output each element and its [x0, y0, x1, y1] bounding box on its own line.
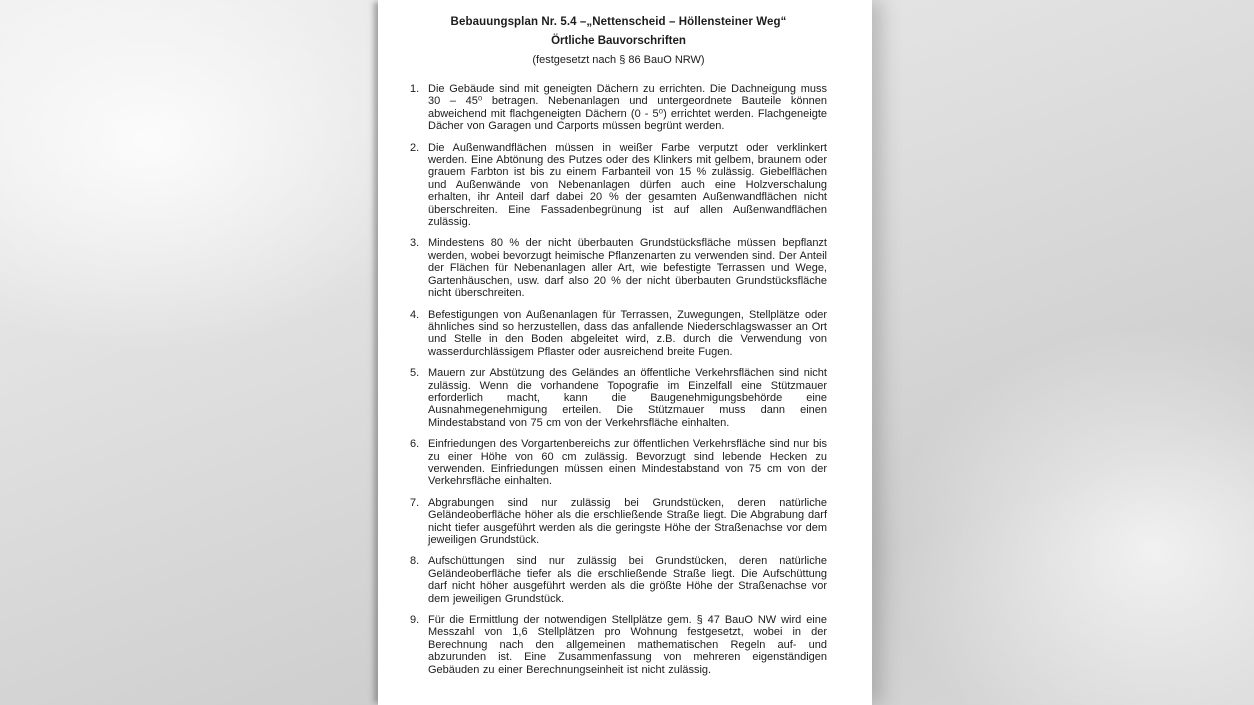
item-number: 2.	[410, 141, 420, 154]
regulation-item-7	[410, 497, 827, 547]
document-header	[410, 13, 827, 70]
item-text: Einfriedungen des Vorgartenbereichs zur öffentlichen Verkehrsfläche sind nur bis zu einer Höhe von 60 cm zulässig. Bevorzugt sind lebende Hecken zu verwenden. Einfriedungen müssen einen Mindestabstand von 75 cm von der Verkehrsfläche einhalten.	[428, 438, 827, 488]
item-text: Die Gebäude sind mit geneigten Dächern zu errichten. Die Dachneigung muss 30 – 45⁰ betragen. Nebenanlagen und untergeordnete Bauteile können abweichend mit flachgeneigten Dächern (0 - 5⁰) errichtet werden. Flachgeneigte Dächer von Garagen und Carports müssen begrünt werden.	[428, 83, 827, 133]
item-number: 4.	[410, 308, 420, 321]
item-number: 6.	[410, 438, 420, 451]
item-text: Aufschüttungen sind nur zulässig bei Grundstücken, deren natürliche Geländeoberfläche tiefer als die erschließende Straße liegt. Die Aufschüttung darf nicht höher ausgeführt werden als die größte Höhe der Straßenachse vor dem jeweiligen Grundstück.	[428, 555, 827, 605]
regulation-item-2	[410, 142, 827, 229]
regulation-item-1	[410, 83, 827, 133]
regulation-item-3	[410, 237, 827, 299]
item-text: Mauern zur Abstützung des Geländes an öffentliche Verkehrsflächen sind nicht zulässig. Wenn die vorhandene Topografie im Einzelfall eine Stützmauer erforderlich macht, kann die Baugenehmigungsbehörde eine Ausnahmegenehmigung erteilen. Die Stützmauer muss dann einen Mindestabstand von 75 cm von der Verkehrsfläche einhalten.	[428, 367, 827, 429]
regulation-item-8	[410, 555, 827, 605]
item-text: Mindestens 80 % der nicht überbauten Grundstücksfläche müssen bepflanzt werden, wobei bevorzugt heimische Pflanzenarten zu verwenden sind. Der Anteil der Flächen für Nebenanlagen aller Art, wie befestigte Terrassen und Wege, Gartenhäuschen, usw. darf also 20 % der nicht überbauten Grundstücksfläche nicht überschreiten.	[428, 237, 827, 300]
regulation-item-5	[410, 367, 827, 429]
item-text: Für die Ermittlung der notwendigen Stellplätze gem. § 47 BauO NW wird eine Messzahl von 1,6 Stellplätzen pro Wohnung festgesetzt, wobei in der Berechnung nach den allgemeinen mathematischen Regeln auf- und abzurunden ist. Eine Zusammenfassung von mehreren eigenständigen Gebäuden zu einer Berechnungseinheit ist nicht zulässig.	[428, 614, 827, 676]
item-text: Die Außenwandflächen müssen in weißer Farbe verputzt oder verklinkert werden. Eine Abtönung des Putzes oder des Klinkers mit gelbem, braunem oder grauem Farbton ist bis zu einem Farbanteil von 15 % zulässig. Giebelflächen und Außenwände von Nebenanlagen dürfen auch eine Holzverschalung erhalten, ihr Anteil darf dabei 20 % der gesamten Außenwandflächen nicht überschreiten. Eine Fassadenbegrünung ist auf allen Außenwandflächen zulässig.	[428, 141, 827, 229]
item-text: Abgrabungen sind nur zulässig bei Grundstücken, deren natürliche Geländeoberfläche höher als die erschließende Straße liegt. Die Abgrabung darf nicht tiefer ausgeführt werden als die geringste Höhe der Straßenachse vor dem jeweiligen Grundstück.	[428, 496, 827, 546]
item-number: 3.	[410, 237, 420, 250]
document-subtitle: Örtliche Bauvorschriften	[551, 35, 686, 47]
document-title: Bebauungsplan Nr. 5.4 –„Nettenscheid – Höllensteiner Weg“	[450, 16, 787, 28]
document-page	[378, 0, 872, 705]
item-text: Befestigungen von Außenanlagen für Terrassen, Zuwegungen, Stellplätze oder ähnliches sind so herzustellen, dass das anfallende Niederschlagswasser an Ort und Stelle in den Boden abgeleitet wird, z.B. durch die Verwendung von wasserdurchlässigem Pflaster oder ausreichend breite Fugen.	[428, 308, 827, 358]
regulation-list	[410, 83, 827, 676]
item-number: 8.	[410, 555, 420, 568]
item-number: 1.	[410, 83, 420, 95]
item-number: 9.	[410, 614, 420, 627]
regulation-item-9	[410, 614, 827, 676]
item-number: 7.	[410, 496, 420, 509]
regulation-item-6	[410, 438, 827, 488]
document-legal-basis: (festgesetzt nach § 86 BauO NRW)	[532, 54, 705, 66]
item-number: 5.	[410, 367, 420, 380]
regulation-item-4	[410, 309, 827, 359]
